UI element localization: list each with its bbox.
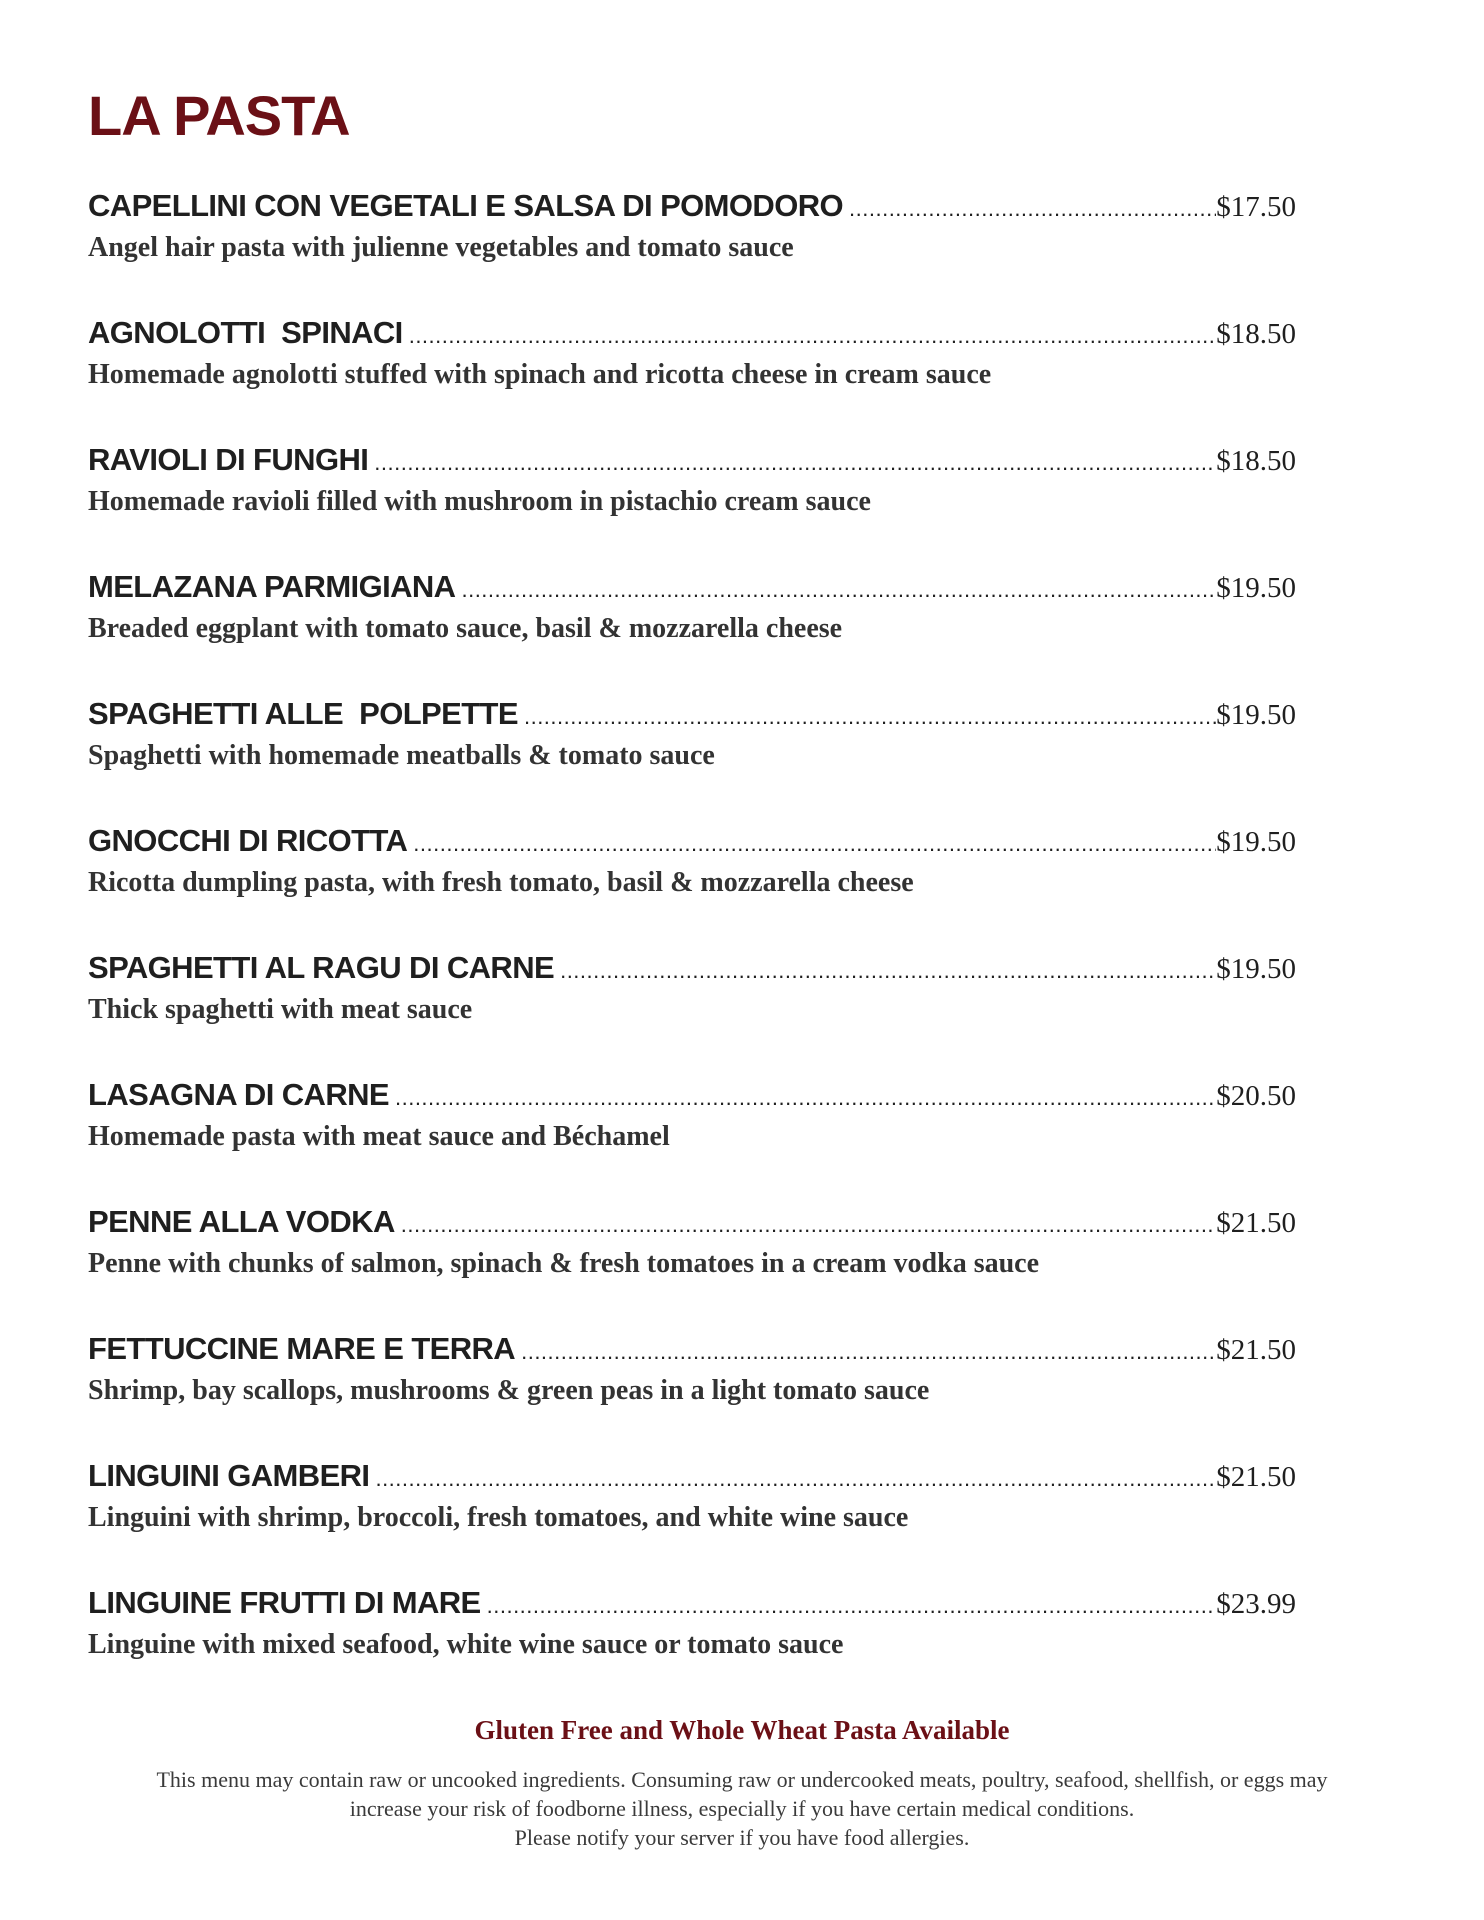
dot-leader (389, 1078, 1216, 1118)
menu-item-header (88, 1075, 1296, 1115)
menu-item-header (88, 313, 1296, 353)
menu-item (88, 1583, 1378, 1710)
dot-leader (369, 1459, 1216, 1499)
menu-item-name: LINGUINE FRUTTI DI MARE (88, 1585, 481, 1620)
menu-item-price: $21.50 (1216, 1461, 1296, 1493)
dot-leader (481, 1586, 1217, 1626)
menu-item-name: RAVIOLI DI FUNGHI (88, 442, 369, 477)
menu-item-price: $21.50 (1216, 1207, 1296, 1239)
menu-item-header (88, 186, 1296, 226)
menu-item-description: Thick spaghetti with meat sauce (88, 994, 473, 1025)
menu-item-price: $19.50 (1216, 699, 1296, 731)
menu-item-name: FETTUCCINE MARE E TERRA (88, 1331, 516, 1366)
menu-item-description: Homemade ravioli filled with mushroom in pistachio cream sauce (88, 486, 871, 517)
menu-item-description: Angel hair pasta with julienne vegetables and tomato sauce (88, 232, 794, 263)
menu-item-price: $23.99 (1216, 1588, 1296, 1620)
menu-item-price: $19.50 (1216, 826, 1296, 858)
dot-leader (515, 1332, 1216, 1372)
menu-item-price: $21.50 (1216, 1334, 1296, 1366)
dot-leader (518, 697, 1216, 737)
menu-item-name: CAPELLINI CON VEGETALI E SALSA DI POMODORO (88, 188, 844, 223)
menu-item-header (88, 567, 1296, 607)
menu-item (88, 440, 1378, 567)
menu-item-name: SPAGHETTI AL RAGU DI CARNE (88, 950, 555, 985)
menu-item-header (88, 821, 1296, 861)
dot-leader (403, 316, 1217, 356)
menu-item (88, 1075, 1378, 1202)
menu-item-price: $20.50 (1216, 1080, 1296, 1112)
gluten-free-note: Gluten Free and Whole Wheat Pasta Available (474, 1715, 1010, 1745)
menu-item-name: LASAGNA DI CARNE (88, 1077, 389, 1112)
menu-item (88, 1329, 1378, 1456)
dot-leader (455, 570, 1216, 610)
menu-item-header (88, 1202, 1296, 1242)
menu-item-price: $18.50 (1216, 318, 1296, 350)
menu-item (88, 694, 1378, 821)
menu-item-header (88, 1456, 1296, 1496)
menu-item-header (88, 694, 1296, 734)
menu-item-description: Penne with chunks of salmon, spinach & fresh tomatoes in a cream vodka sauce (88, 1248, 1040, 1279)
menu-item-price: $19.50 (1216, 572, 1296, 604)
menu-item-price: $18.50 (1216, 445, 1296, 477)
menu-item-description: Homemade pasta with meat sauce and Béchamel (88, 1121, 670, 1152)
menu-item (88, 1456, 1378, 1583)
page-title: LA PASTA (88, 84, 350, 147)
dot-leader (368, 443, 1216, 483)
menu-item-name: PENNE ALLA VODKA (88, 1204, 395, 1239)
dot-leader (407, 824, 1216, 864)
food-safety-disclaimer (0, 1765, 1484, 1852)
menu-item-description: Ricotta dumpling pasta, with fresh tomato, basil & mozzarella cheese (88, 867, 914, 898)
menu-item-name: SPAGHETTI ALLE POLPETTE (88, 696, 518, 731)
dot-leader (395, 1205, 1217, 1245)
menu-item (88, 313, 1378, 440)
menu-item (88, 948, 1378, 1075)
disclaimer-line: This menu may contain raw or uncooked ingredients. Consuming raw or undercooked meats, poultry, seafood, shellfish, or eggs may (156, 1767, 1328, 1792)
menu-item-price: $17.50 (1216, 191, 1296, 223)
menu-item-header (88, 948, 1296, 988)
disclaimer-line: Please notify your server if you have food allergies. (514, 1825, 970, 1850)
menu-item-description: Spaghetti with homemade meatballs & tomato sauce (88, 740, 715, 771)
menu-item-header (88, 440, 1296, 480)
menu-item-header (88, 1583, 1296, 1623)
disclaimer-line: increase your risk of foodborne illness, especially if you have certain medical conditions. (349, 1796, 1135, 1821)
menu-item-description: Homemade agnolotti stuffed with spinach and ricotta cheese in cream sauce (88, 359, 992, 390)
menu-item (88, 1202, 1378, 1329)
menu-item-description: Breaded eggplant with tomato sauce, basil & mozzarella cheese (88, 613, 843, 644)
menu-item-name: MELAZANA PARMIGIANA (88, 569, 456, 604)
menu-item-description: Shrimp, bay scallops, mushrooms & green peas in a light tomato sauce (88, 1375, 930, 1406)
menu-item-header (88, 1329, 1296, 1369)
dot-leader (554, 951, 1216, 991)
menu-item-name: LINGUINI GAMBERI (88, 1458, 370, 1493)
menu-item-name: GNOCCHI DI RICOTTA (88, 823, 408, 858)
pasta-menu-list (88, 186, 1378, 1710)
menu-item-price: $19.50 (1216, 953, 1296, 985)
menu-item-description: Linguine with mixed seafood, white wine sauce or tomato sauce (88, 1629, 844, 1660)
menu-item-description: Linguini with shrimp, broccoli, fresh tomatoes, and white wine sauce (88, 1502, 909, 1533)
menu-item (88, 567, 1378, 694)
dot-leader (843, 189, 1216, 229)
menu-item (88, 821, 1378, 948)
menu-item (88, 186, 1378, 313)
menu-item-name: AGNOLOTTI SPINACI (88, 315, 403, 350)
